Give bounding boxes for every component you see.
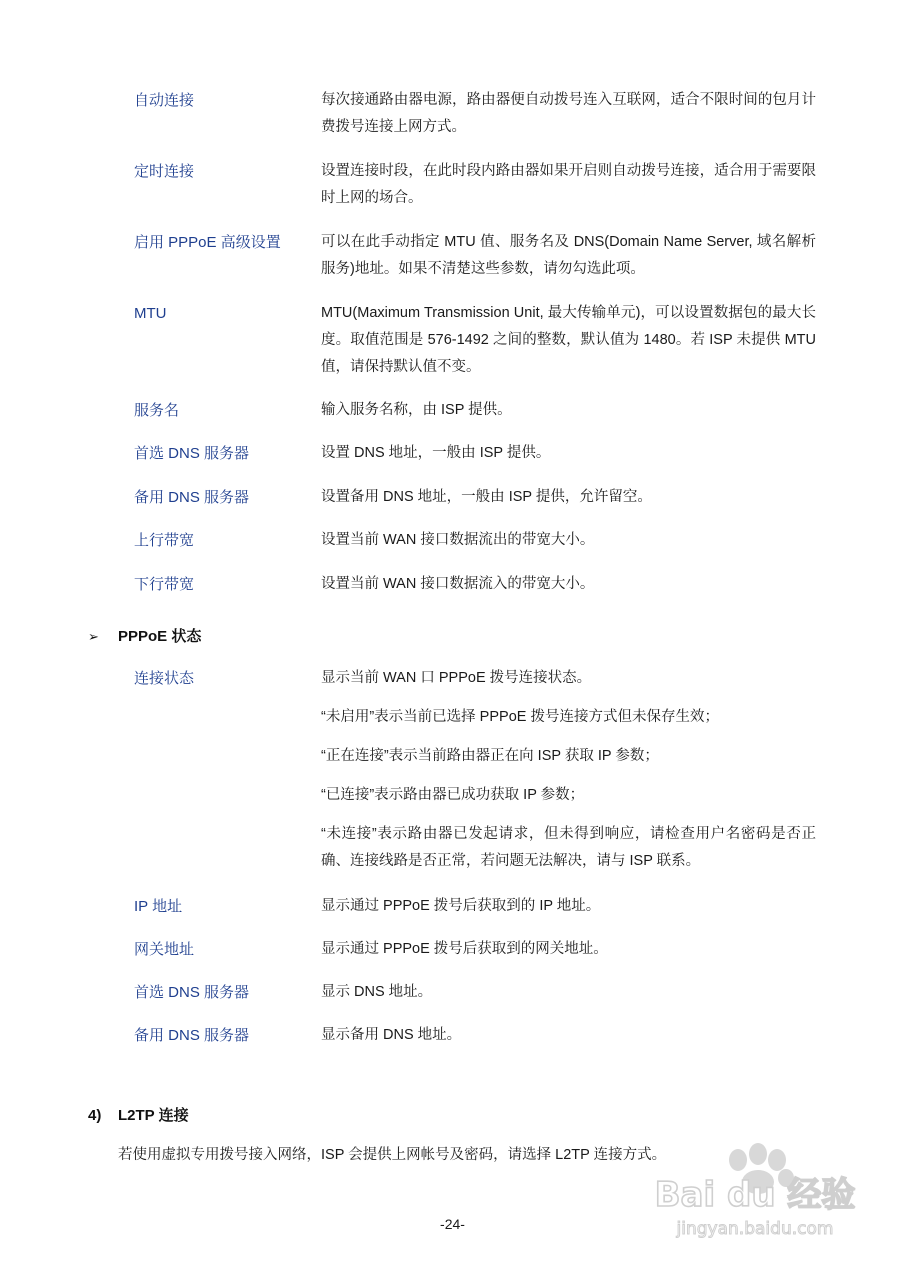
term-downstream-bandwidth: 下行带宽	[134, 576, 195, 593]
watermark-url: jingyan.baidu.com	[676, 1219, 834, 1239]
desc-status-connected: “已连接”表示路由器已成功获取 IP 参数；	[321, 787, 585, 803]
term-ip-address: IP 地址	[134, 898, 183, 915]
l2tp-title: L2TP 连接	[118, 1107, 189, 1124]
l2tp-intro: 若使用虚拟专用拨号接入网络，ISP 会提供上网帐号及密码，请选择 L2TP 连接方式。	[118, 1147, 667, 1163]
term-primary-dns: 首选 DNS 服务器	[134, 445, 250, 462]
l2tp-heading	[88, 1102, 189, 1129]
desc-secondary-dns: 设置备用 DNS 地址，一般由 ISP 提供，允许留空。	[321, 489, 652, 505]
desc-upstream-bandwidth: 设置当前 WAN 接口数据流出的带宽大小。	[321, 532, 595, 548]
l2tp-section-number: 4)	[88, 1107, 102, 1124]
pppoe-status-title: PPPoE 状态	[118, 628, 202, 645]
desc-connection-status: 显示当前 WAN 口 PPPoE 拨号连接状态。	[321, 670, 592, 686]
baidu-jingyan-watermark	[640, 1140, 870, 1270]
term-status-secondary-dns: 备用 DNS 服务器	[134, 1027, 250, 1044]
watermark-brand: Bai du 经验	[654, 1175, 856, 1215]
term-connection-status: 连接状态	[134, 670, 195, 687]
desc-ip-address: 显示通过 PPPoE 拨号后获取到的 IP 地址。	[321, 898, 601, 914]
page-number: -24-	[440, 1216, 465, 1232]
term-timed-connect: 定时连接	[134, 163, 195, 180]
desc-service-name: 输入服务名称，由 ISP 提供。	[321, 402, 512, 418]
desc-primary-dns: 设置 DNS 地址，一般由 ISP 提供。	[321, 445, 551, 461]
term-upstream-bandwidth: 上行带宽	[134, 532, 195, 549]
desc-mtu: MTU(Maximum Transmission Unit, 最大传输单元)，可以设置数据包的最大长度。取值范围是 576-1492 之间的整数，默认值为 1480。若 ISP 未提供 MTU 值，请保持默认值不变。	[321, 305, 816, 375]
desc-gateway-address: 显示通过 PPPoE 拨号后获取到的网关地址。	[321, 941, 608, 957]
desc-status-connecting: “正在连接”表示当前路由器正在向 ISP 获取 IP 参数；	[321, 748, 659, 764]
term-status-primary-dns: 首选 DNS 服务器	[134, 984, 250, 1001]
desc-status-disabled: “未启用”表示当前已选择 PPPoE 拨号连接方式但未保存生效；	[321, 709, 719, 725]
desc-status-primary-dns: 显示 DNS 地址。	[321, 984, 433, 1000]
desc-enable-pppoe-advanced: 可以在此手动指定 MTU 值、服务名及 DNS(Domain Name Server, 域名解析服务)地址。如果不清楚这些参数，请勿勾选此项。	[321, 234, 816, 277]
desc-auto-connect: 每次接通路由器电源，路由器便自动拨号连入互联网，适合不限时间的包月计费拨号连接上网方式。	[321, 92, 816, 135]
desc-timed-connect: 设置连接时段，在此时段内路由器如果开启则自动拨号连接，适合用于需要限时上网的场合。	[321, 163, 816, 206]
term-service-name: 服务名	[134, 402, 180, 419]
term-mtu: MTU	[134, 305, 167, 322]
term-secondary-dns: 备用 DNS 服务器	[134, 489, 250, 506]
desc-downstream-bandwidth: 设置当前 WAN 接口数据流入的带宽大小。	[321, 576, 595, 592]
term-gateway-address: 网关地址	[134, 941, 195, 958]
desc-status-not-connected: “未连接”表示路由器已发起请求，但未得到响应，请检查用户名密码是否正确、连接线路是否正常，若问题无法解决，请与 ISP 联系。	[321, 826, 816, 869]
arrow-bullet-icon: ➢	[88, 629, 99, 644]
pppoe-status-heading	[88, 623, 201, 650]
term-auto-connect: 自动连接	[134, 92, 195, 109]
desc-status-secondary-dns: 显示备用 DNS 地址。	[321, 1027, 462, 1043]
term-enable-pppoe-advanced: 启用 PPPoE 高级设置	[134, 234, 281, 251]
